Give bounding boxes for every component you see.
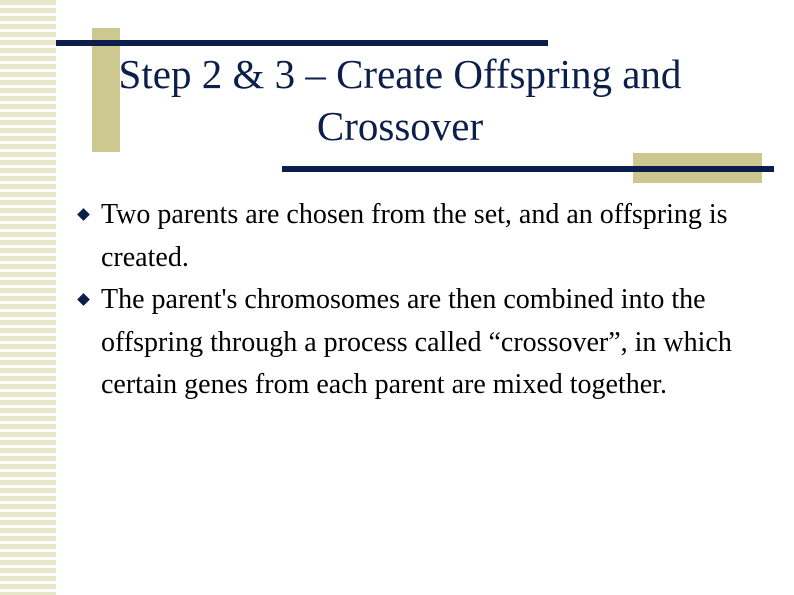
slide-title <box>50 48 750 152</box>
slide-title-line-1: Step 2 & 3 – Create Offspring and <box>118 51 682 97</box>
bullet-text: The parent's chromosomes are then combined into the offspring through a process called “crossover”, in which certain genes from each parent are mixed together. <box>101 284 732 400</box>
title-rule-top <box>56 40 548 46</box>
diamond-bullet-icon <box>77 293 90 306</box>
title-rule-bottom <box>282 166 774 172</box>
diamond-bullet-icon <box>77 208 90 221</box>
bullet-item <box>76 194 766 279</box>
bullet-text: Two parents are chosen from the set, and an offspring is created. <box>101 199 728 273</box>
slide-title-line-2: Crossover <box>316 103 484 149</box>
bullet-list <box>76 194 766 407</box>
bullet-item <box>76 279 766 407</box>
